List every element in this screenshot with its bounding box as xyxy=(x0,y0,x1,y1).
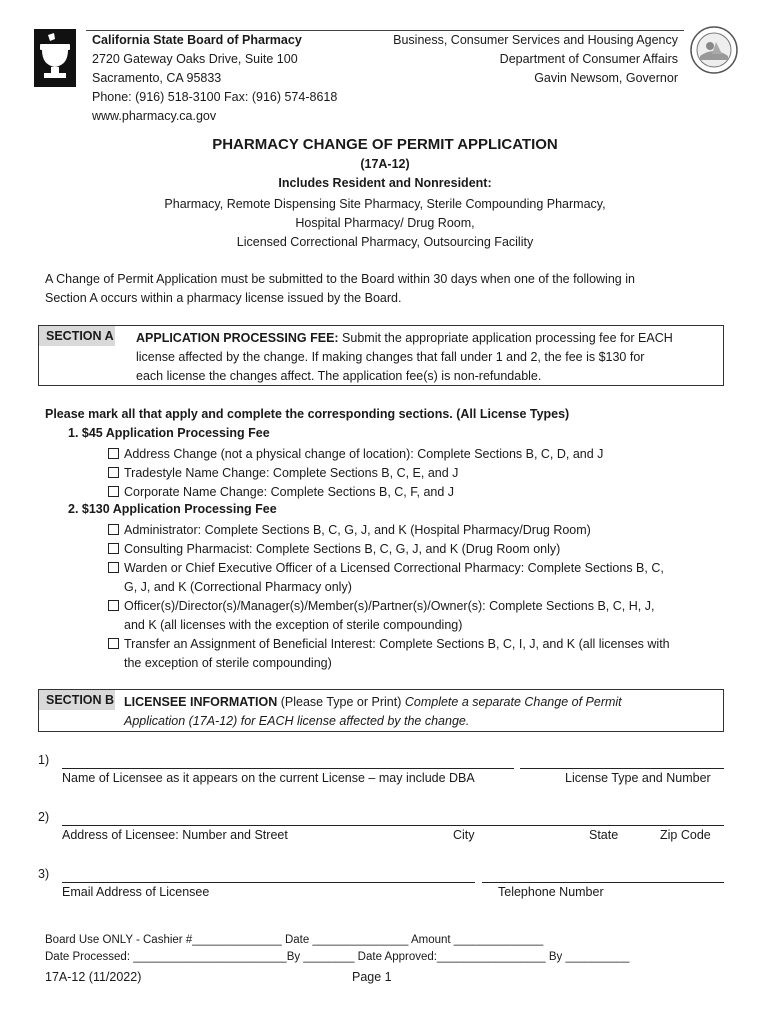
section-a-text1: Submit the appropriate application processing fee for EACH xyxy=(338,331,673,345)
licensee-name-label: Name of Licensee as it appears on the current License – may include DBA xyxy=(62,771,475,785)
field-number-3: 3) xyxy=(38,867,50,881)
pharmacy-types-line1: Pharmacy, Remote Dispensing Site Pharmacy, Sterile Compounding Pharmacy, xyxy=(164,197,606,211)
option-transfer-beneficial-interest[interactable]: Transfer an Assignment of Beneficial Interest: Complete Sections B, C, I, J, and K (all licenses with the exception of sterile compounding) xyxy=(108,635,723,673)
state-label: State xyxy=(589,828,619,842)
address-input[interactable] xyxy=(62,825,724,826)
option-consulting-pharmacist[interactable]: Consulting Pharmacist: Complete Sections B, C, G, J, and K (Drug Room only) xyxy=(108,540,723,559)
form-id: 17A-12 (11/2022) xyxy=(45,970,142,984)
board-address-block xyxy=(92,31,337,126)
section-a-text xyxy=(136,329,706,386)
option-tradestyle-name-change[interactable]: Tradestyle Name Change: Complete Sections B, C, E, and J xyxy=(108,464,723,483)
email-input[interactable] xyxy=(62,882,475,883)
date-processed-line: Date Processed: ________________________By ________ Date Approved:_________________ By __________ xyxy=(45,951,630,963)
page-number: Page 1 xyxy=(352,970,392,984)
section-b-note: (Please Type or Print) xyxy=(277,695,405,709)
group1-title: 1. $45 Application Processing Fee xyxy=(68,426,270,440)
address-label: Address of Licensee: Number and Street xyxy=(62,828,288,842)
board-use-line: Board Use ONLY - Cashier #______________ Date _______________ Amount ______________ xyxy=(45,934,544,946)
license-type-label: License Type and Number xyxy=(565,771,711,785)
section-b-ital2: Application (17A-12) for EACH license affected by the change. xyxy=(124,714,470,728)
section-b-label: SECTION B xyxy=(39,690,115,710)
telephone-label: Telephone Number xyxy=(498,885,604,899)
section-b-heading: LICENSEE INFORMATION xyxy=(124,695,278,709)
checkbox[interactable] xyxy=(108,638,119,649)
governor-name: Gavin Newsom, Governor xyxy=(534,71,678,85)
intro-paragraph xyxy=(45,270,725,308)
license-type-input[interactable] xyxy=(520,768,724,769)
pharmacy-types-line2: Hospital Pharmacy/ Drug Room, xyxy=(295,216,475,230)
checkbox[interactable] xyxy=(108,543,119,554)
california-state-seal xyxy=(690,24,738,76)
agency-name: Business, Consumer Services and Housing Agency xyxy=(393,33,678,47)
checklist-instruction: Please mark all that apply and complete the corresponding sections. (All License Types) xyxy=(45,407,570,421)
option-officers-owners[interactable]: Officer(s)/Director(s)/Manager(s)/Member(s)/Partner(s)/Owner(s): Complete Sections B, C, H, J, and K (all licenses with the exception of sterile compounding) xyxy=(108,597,723,635)
board-address-line1: 2720 Gateway Oaks Drive, Suite 100 xyxy=(92,52,298,66)
zip-code-label: Zip Code xyxy=(660,828,711,842)
pharmacy-types-line3: Licensed Correctional Pharmacy, Outsourcing Facility xyxy=(236,235,534,249)
section-a-heading: APPLICATION PROCESSING FEE: xyxy=(136,331,339,345)
section-a-box xyxy=(38,325,724,386)
section-a-text3: each license the changes affect. The application fee(s) is non-refundable. xyxy=(136,369,542,383)
checkbox[interactable] xyxy=(108,448,119,459)
city-label: City xyxy=(453,828,475,842)
section-a-text2: license affected by the change. If making changes that fall under 1 and 2, the fee is $130 for xyxy=(136,350,645,364)
group2-title: 2. $130 Application Processing Fee xyxy=(68,502,277,516)
checkbox[interactable] xyxy=(108,562,119,573)
checkbox[interactable] xyxy=(108,524,119,535)
section-a-label: SECTION A xyxy=(39,326,115,346)
field-number-2: 2) xyxy=(38,810,50,824)
intro-line2: Section A occurs within a pharmacy license issued by the Board. xyxy=(45,291,402,305)
section-b-box xyxy=(38,689,724,732)
option-corporate-name-change[interactable]: Corporate Name Change: Complete Sections B, C, F, and J xyxy=(108,483,723,502)
form-title: PHARMACY CHANGE OF PERMIT APPLICATION xyxy=(212,136,558,153)
section-b-text xyxy=(124,693,704,731)
checkbox[interactable] xyxy=(108,486,119,497)
board-address-line2: Sacramento, CA 95833 xyxy=(92,71,222,85)
department-name: Department of Consumer Affairs xyxy=(499,52,678,66)
includes-heading: Includes Resident and Nonresident: xyxy=(278,176,492,190)
board-name: California State Board of Pharmacy xyxy=(92,33,302,47)
checkbox[interactable] xyxy=(108,600,119,611)
licensee-name-input[interactable] xyxy=(62,768,514,769)
option-address-change[interactable]: Address Change (not a physical change of location): Complete Sections B, C, D, and J xyxy=(108,445,723,464)
pharmacy-types xyxy=(0,195,770,252)
board-phone-fax: Phone: (916) 518-3100 Fax: (916) 574-8618 xyxy=(92,90,338,104)
intro-line1: A Change of Permit Application must be submitted to the Board within 30 days when one of the following in xyxy=(45,272,635,286)
pharmacy-board-logo xyxy=(34,29,76,87)
field-number-1: 1) xyxy=(38,753,50,767)
form-code: (17A-12) xyxy=(360,157,410,171)
checkbox[interactable] xyxy=(108,467,119,478)
option-administrator[interactable]: Administrator: Complete Sections B, C, G, J, and K (Hospital Pharmacy/Drug Room) xyxy=(108,521,723,540)
agency-block xyxy=(393,31,678,88)
telephone-input[interactable] xyxy=(482,882,724,883)
section-b-ital1: Complete a separate Change of Permit xyxy=(404,695,622,709)
option-warden-ceo[interactable]: Warden or Chief Executive Officer of a Licensed Correctional Pharmacy: Complete Sections B, C, G, J, and K (Correctional Pharmacy only) xyxy=(108,559,723,597)
email-label: Email Address of Licensee xyxy=(62,885,210,899)
board-website[interactable]: www.pharmacy.ca.gov xyxy=(92,109,217,123)
